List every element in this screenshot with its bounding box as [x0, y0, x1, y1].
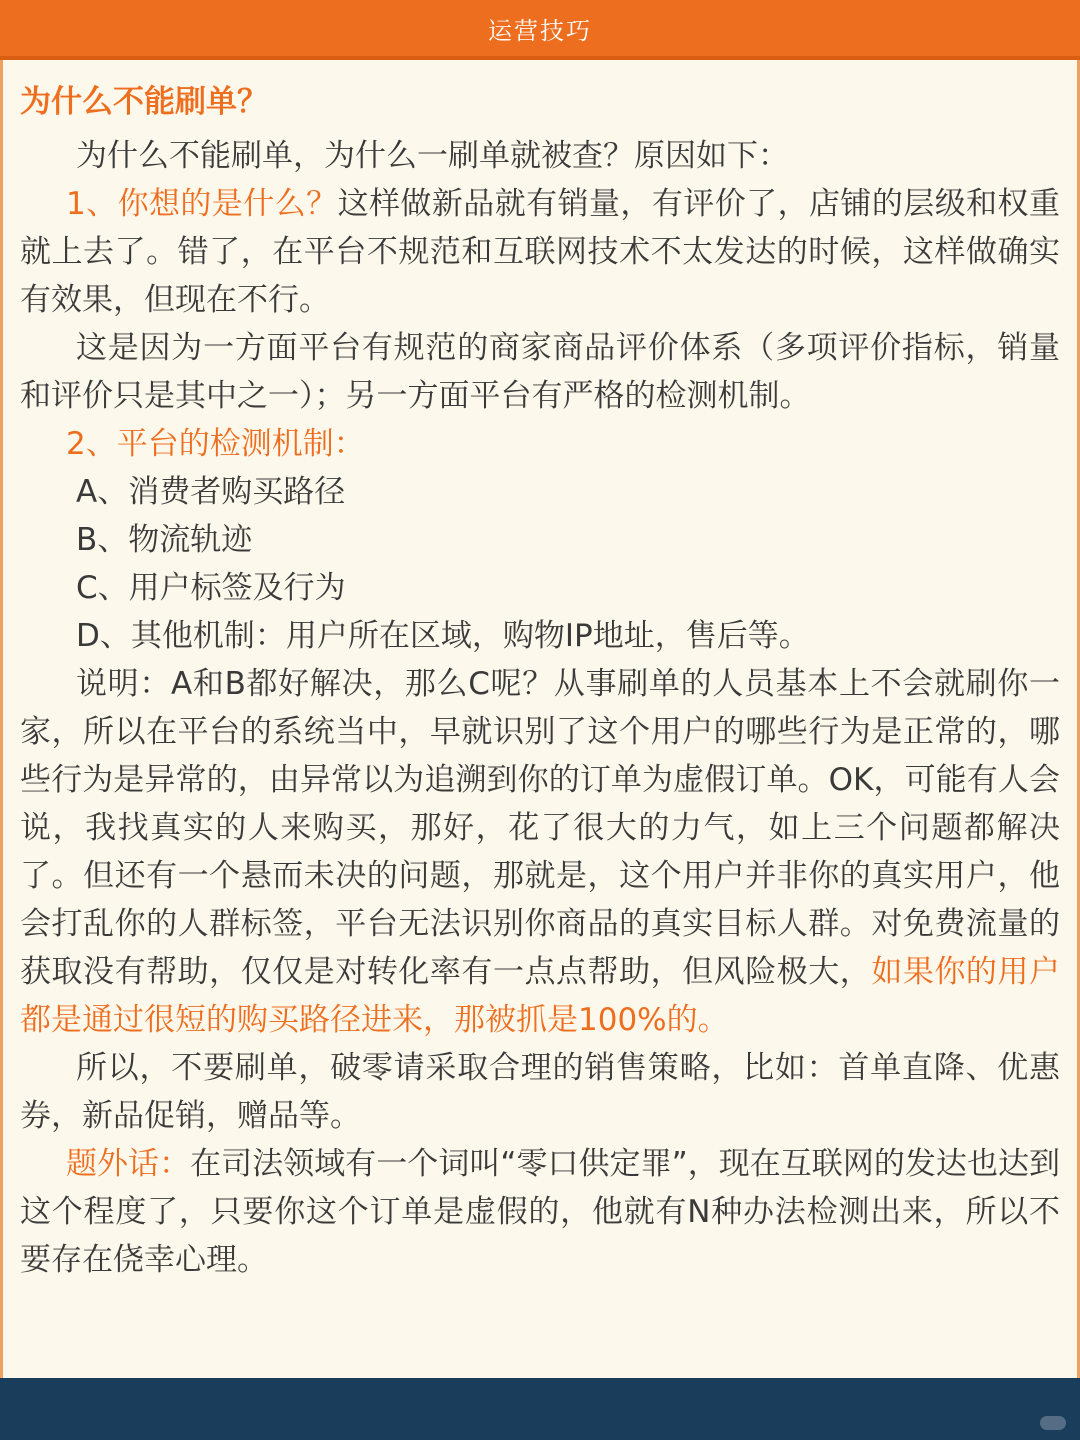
mechanism-item-b: B、物流轨迹 [76, 522, 253, 558]
explanation-paragraph [20, 660, 1060, 1044]
aside-text: 在司法领域有一个词叫“零口供定罪”，现在互联网的发达也达到这个程度了，只要你这个订单是虚假的，他就有N种办法检测出来，所以不要存在侥幸心理。 [20, 1146, 1060, 1278]
section-1-paragraph [20, 180, 1060, 324]
section-2-label: 2、平台的检测机制： [66, 426, 365, 462]
conclusion-paragraph: 所以，不要刷单，破零请采取合理的销售策略，比如：首单直降、优惠券，新品促销，赠品等。 [20, 1050, 1060, 1134]
intro-paragraph: 为什么不能刷单，为什么一刷单就被查？原因如下： [76, 138, 789, 174]
explanation-text: 说明：A和B都好解决，那么C呢？从事刷单的人员基本上不会就刷你一家，所以在平台的系统当中，早就识别了这个用户的哪些行为是正常的，哪些行为是异常的，由异常以为追溯到你的订单为虚假订单。OK，可能有人会说，我找真实的人来购买，那好，花了很大的力气，如上三个问题都解决了。但还有一个悬而未决的问题，那就是，这个用户并非你的真实用户，他会打乱你的人群标签，平台无法识别你商品的真实目标人群。对免费流量的获取没有帮助，仅仅是对转化率有一点点帮助，但风险极大， [20, 666, 1060, 990]
article-heading: 为什么不能刷单？ [20, 84, 268, 120]
header-bar [0, 0, 1080, 60]
header-title: 运营技巧 [488, 16, 592, 45]
mechanism-item-d: D、其他机制：用户所在区域，购物IP地址，售后等。 [76, 618, 810, 654]
section-1-label: 1、你想的是什么？ [66, 186, 338, 222]
article-content [20, 78, 1060, 1284]
section-1-text: 这样做新品就有销量，有评价了，店铺的层级和权重就上去了。错了，在平台不规范和互联网技术不太发达的时候，这样做确实有效果，但现在不行。 [20, 186, 1060, 318]
explanation-highlight: 如果你的用户都是通过很短的购买路径进来，那被抓是100%的。 [20, 954, 1060, 1038]
watermark-icon [1040, 1416, 1066, 1430]
section-1-paragraph-2: 这是因为一方面平台有规范的商家商品评价体系（多项评价指标，销量和评价只是其中之一）；另一方面平台有严格的检测机制。 [20, 330, 1060, 414]
left-border [0, 60, 3, 1378]
aside-paragraph [20, 1140, 1060, 1284]
mechanism-item-a: A、消费者购买路径 [76, 474, 346, 510]
aside-label: 题外话： [66, 1146, 191, 1182]
mechanism-item-c: C、用户标签及行为 [76, 570, 346, 606]
footer-bar [0, 1378, 1080, 1440]
